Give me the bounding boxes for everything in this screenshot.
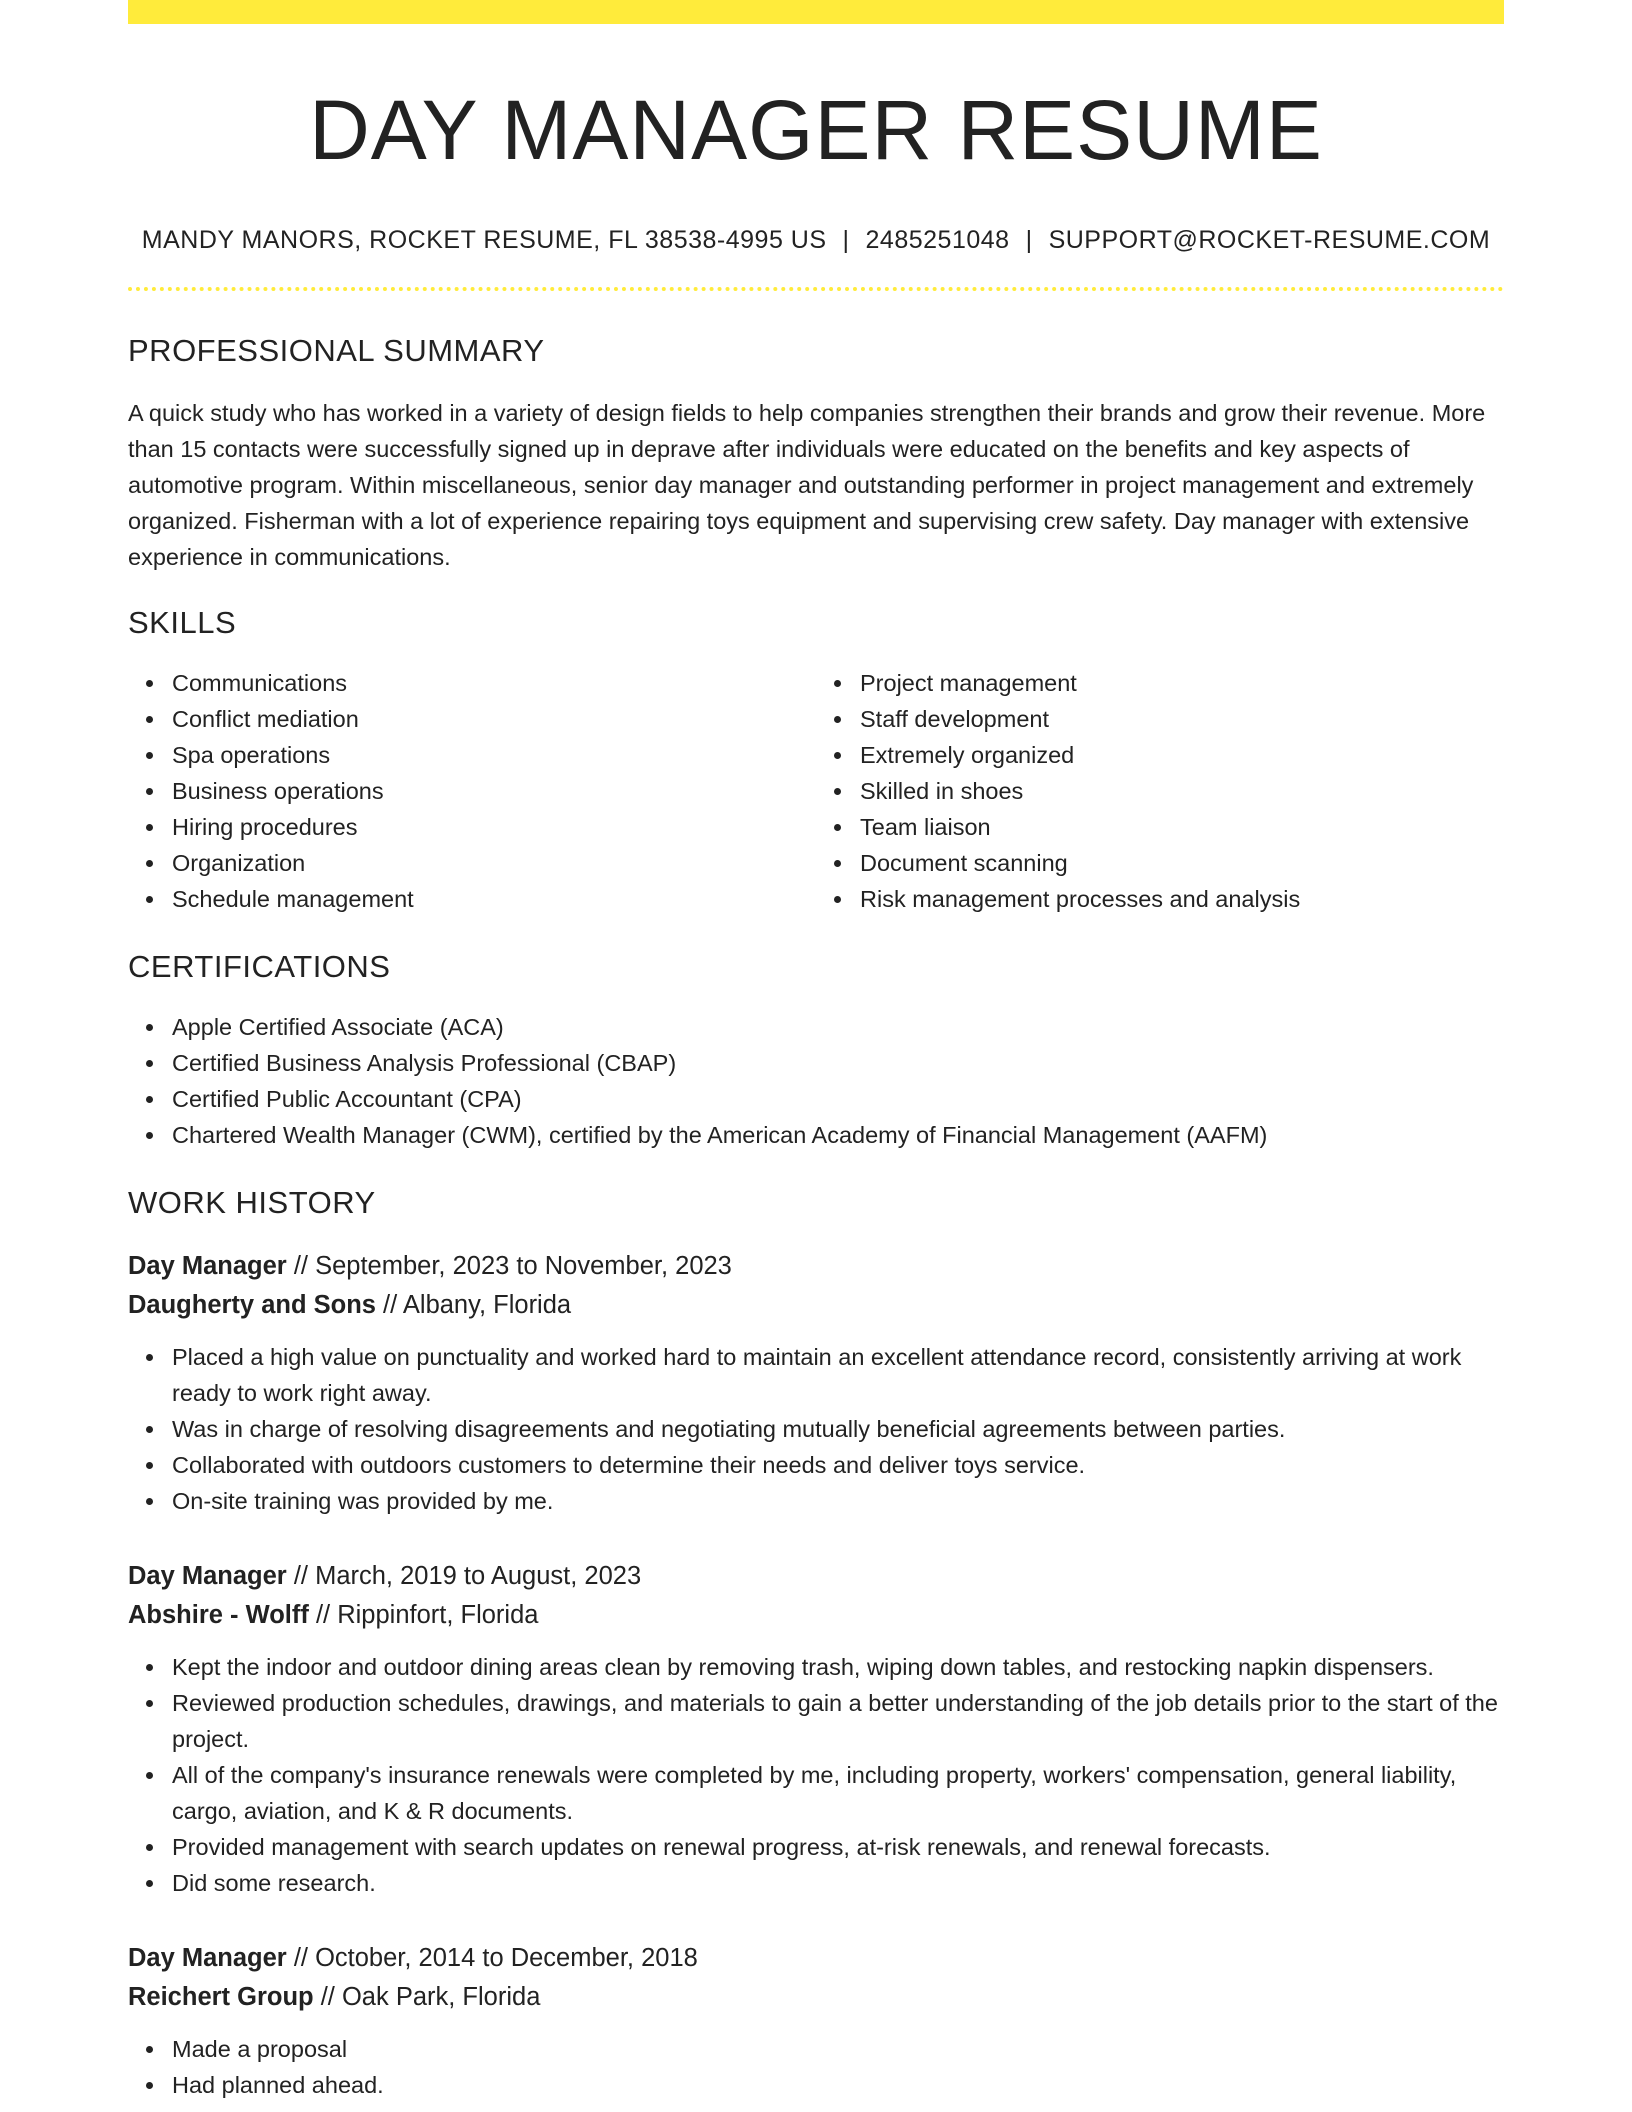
skill-item: Hiring procedures [172,809,816,845]
job-location: // Oak Park, Florida [320,1983,541,2012]
job-dates: // March, 2019 to August, 2023 [293,1562,642,1591]
skill-item: Business operations [172,773,816,809]
job-bullets [128,1649,1504,1901]
job-title: Day Manager [128,1252,287,1281]
job-dates: // October, 2014 to December, 2018 [293,1944,698,1973]
skill-item: Team liaison [860,809,1504,845]
job-bullet: On-site training was provided by me. [172,1483,1504,1519]
skill-item: Skilled in shoes [860,773,1504,809]
job-title-line [128,1247,1504,1286]
job-bullet: All of the company's insurance renewals were completed by me, including property, workers' compensation, general liability, cargo, aviation, and K & R documents. [172,1757,1504,1829]
work-history-heading: WORK HISTORY [128,1185,376,1221]
skill-item: Schedule management [172,881,816,917]
skills-list-right [816,665,1504,917]
skill-item: Conflict mediation [172,701,816,737]
certification-item: Apple Certified Associate (ACA) [172,1009,1504,1045]
job-bullet: Placed a high value on punctuality and worked hard to maintain an excellent attendance record, consistently arriving at work ready to work right away. [172,1339,1504,1411]
certification-item: Certified Public Accountant (CPA) [172,1081,1504,1117]
job-company: Abshire - Wolff [128,1601,309,1630]
job-company-line [128,1286,1504,1325]
job-bullet: Reviewed production schedules, drawings, and materials to gain a better understanding of the job details prior to the start of the project. [172,1685,1504,1757]
job-bullet: Had planned ahead. [172,2067,1504,2103]
job-bullet: Made a proposal [172,2031,1504,2067]
contact-separator: | [842,226,850,255]
accent-bar [128,0,1504,24]
resume-page [128,0,1504,2103]
job-dates: // September, 2023 to November, 2023 [293,1252,732,1281]
job-bullets [128,2031,1504,2103]
skills-list-left [128,665,816,917]
job-title: Day Manager [128,1562,287,1591]
job-title: Day Manager [128,1944,287,1973]
summary-text: A quick study who has worked in a variety of design fields to help companies strengthen their brands and grow their revenue. More than 15 contacts were successfully signed up in deprave after individuals were educated on the benefits and key aspects of automotive program. Within miscellaneous, senior day manager and outstanding performer in project management and extremely organized. Fisherman with a lot of experience repairing toys equipment and supervising crew safety. Day manager with extensive experience in communications. [128,400,1486,571]
job-entry [128,1557,1504,1901]
job-bullet: Collaborated with outdoors customers to determine their needs and deliver toys service. [172,1447,1504,1483]
job-entry [128,1939,1504,2103]
skill-item: Document scanning [860,845,1504,881]
job-entry [128,1247,1504,1519]
skill-item: Staff development [860,701,1504,737]
skill-item: Project management [860,665,1504,701]
skill-item: Communications [172,665,816,701]
certifications-heading: CERTIFICATIONS [128,949,391,985]
skills-heading: SKILLS [128,605,237,641]
certifications-list [128,1009,1504,1153]
contact-phone: 2485251048 [865,226,1010,255]
job-bullet: Kept the indoor and outdoor dining areas clean by removing trash, wiping down tables, and restocking napkin dispensers. [172,1649,1504,1685]
skill-item: Extremely organized [860,737,1504,773]
contact-line [128,226,1504,255]
job-bullet: Did some research. [172,1865,1504,1901]
certification-item: Chartered Wealth Manager (CWM), certified by the American Academy of Financial Management (AAFM) [172,1117,1504,1153]
job-location: // Rippinfort, Florida [315,1601,539,1630]
job-company: Daugherty and Sons [128,1291,376,1320]
job-bullets [128,1339,1504,1519]
contact-separator: | [1025,226,1033,255]
summary-heading: PROFESSIONAL SUMMARY [128,333,545,369]
job-bullet: Provided management with search updates on renewal progress, at-risk renewals, and renewal forecasts. [172,1829,1504,1865]
job-company-line [128,1596,1504,1635]
job-company: Reichert Group [128,1983,314,2012]
job-bullet: Was in charge of resolving disagreements and negotiating mutually beneficial agreements between parties. [172,1411,1504,1447]
certification-item: Certified Business Analysis Professional (CBAP) [172,1045,1504,1081]
contact-email: SUPPORT@ROCKET-RESUME.COM [1048,226,1491,255]
skills-columns [128,665,1504,917]
skill-item: Risk management processes and analysis [860,881,1504,917]
job-title-line [128,1939,1504,1978]
job-title-line [128,1557,1504,1596]
job-company-line [128,1978,1504,2017]
contact-address: MANDY MANORS, ROCKET RESUME, FL 38538-4995 US [141,226,827,255]
work-history-list [128,1247,1504,2103]
dotted-divider [128,287,1504,291]
skill-item: Spa operations [172,737,816,773]
job-location: // Albany, Florida [383,1291,572,1320]
skill-item: Organization [172,845,816,881]
document-title: DAY MANAGER RESUME [309,83,1323,177]
